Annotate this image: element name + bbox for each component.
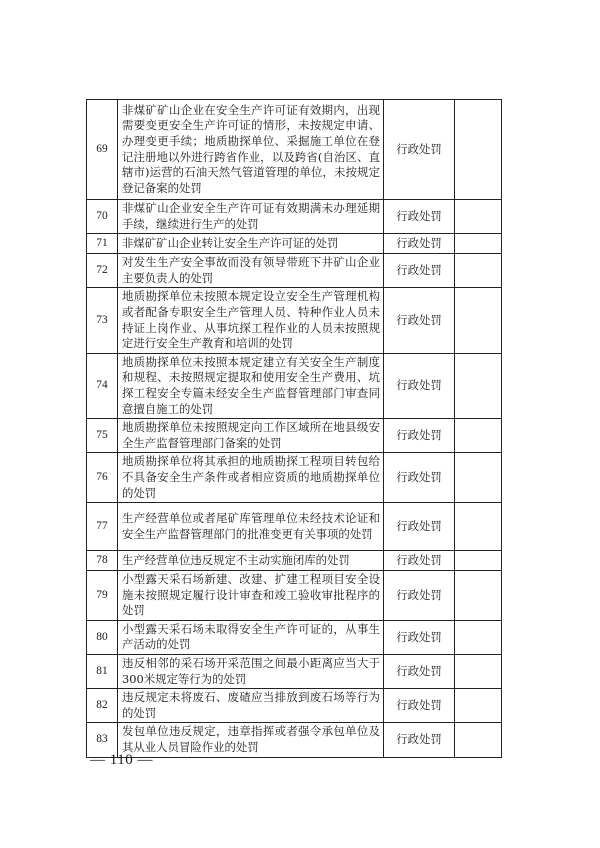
item-description: 非煤矿山企业安全生产许可证有效期满未办理延期手续，继续进行生产的处罚 bbox=[118, 200, 384, 234]
notes-cell bbox=[455, 353, 502, 418]
item-description: 非煤矿矿山企业在安全生产许可证有效期内，出现需要变更安全生产许可证的情形，未按规定申请、办理变更手续；地质勘探单位、采掘施工单位在登记注册地以外进行跨省作业，以及跨省(自治区、直辖市)运营的石油天然气管道管理的单位，未按规定登记备案的处罚 bbox=[118, 100, 384, 200]
table-row bbox=[87, 655, 502, 689]
table-row bbox=[87, 453, 502, 503]
item-description: 小型露天采石场新建、改建、扩建工程项目安全设施未按照规定履行设计审查和竣工验收审批程序的处罚 bbox=[118, 571, 384, 621]
notes-cell bbox=[455, 200, 502, 234]
table-row bbox=[87, 100, 502, 200]
table-row bbox=[87, 200, 502, 234]
table-row bbox=[87, 571, 502, 621]
notes-cell bbox=[455, 254, 502, 288]
row-number: 82 bbox=[87, 689, 118, 723]
notes-cell bbox=[455, 571, 502, 621]
row-number: 73 bbox=[87, 288, 118, 353]
item-type: 行政处罚 bbox=[384, 551, 455, 571]
notes-cell bbox=[455, 419, 502, 453]
items-table bbox=[86, 99, 502, 758]
item-description: 违反规定未将废石、废碴应当排放到废石场等行为的处罚 bbox=[118, 689, 384, 723]
page-number: — 110 — bbox=[90, 752, 153, 768]
item-type: 行政处罚 bbox=[384, 655, 455, 689]
item-type: 行政处罚 bbox=[384, 234, 455, 254]
item-type: 行政处罚 bbox=[384, 288, 455, 353]
item-type: 行政处罚 bbox=[384, 620, 455, 654]
row-number: 77 bbox=[87, 503, 118, 551]
notes-cell bbox=[455, 620, 502, 654]
table-row bbox=[87, 288, 502, 353]
row-number: 76 bbox=[87, 453, 118, 503]
item-type: 行政处罚 bbox=[384, 453, 455, 503]
table-row bbox=[87, 551, 502, 571]
notes-cell bbox=[455, 551, 502, 571]
item-description: 对发生生产安全事故而没有领导带班下井矿山企业主要负责人的处罚 bbox=[118, 254, 384, 288]
item-type: 行政处罚 bbox=[384, 254, 455, 288]
item-description: 地质勘探单位未按照本规定建立有关安全生产制度和规程、未按照规定提取和使用安全生产费用、坑探工程安全专篇未经安全生产监督管理部门审查同意擅自施工的处罚 bbox=[118, 353, 384, 418]
row-number: 81 bbox=[87, 655, 118, 689]
item-description: 生产经营单位违反规定不主动实施闭库的处罚 bbox=[118, 551, 384, 571]
item-type: 行政处罚 bbox=[384, 689, 455, 723]
notes-cell bbox=[455, 453, 502, 503]
table-row bbox=[87, 689, 502, 723]
row-number: 75 bbox=[87, 419, 118, 453]
row-number: 71 bbox=[87, 234, 118, 254]
notes-cell bbox=[455, 234, 502, 254]
notes-cell bbox=[455, 100, 502, 200]
item-description: 违反相邻的采石场开采范围之间最小距离应当大于300米规定等行为的处罚 bbox=[118, 655, 384, 689]
row-number: 69 bbox=[87, 100, 118, 200]
item-description: 地质勘探单位未按照规定向工作区域所在地县级安全生产监督管理部门备案的处罚 bbox=[118, 419, 384, 453]
row-number: 80 bbox=[87, 620, 118, 654]
item-type: 行政处罚 bbox=[384, 503, 455, 551]
table-row bbox=[87, 353, 502, 418]
item-type: 行政处罚 bbox=[384, 200, 455, 234]
item-description: 小型露天采石场未取得安全生产许可证的，从事生产活动的处罚 bbox=[118, 620, 384, 654]
row-number: 83 bbox=[87, 723, 118, 757]
table-body bbox=[87, 100, 502, 758]
row-number: 78 bbox=[87, 551, 118, 571]
notes-cell bbox=[455, 655, 502, 689]
item-type: 行政处罚 bbox=[384, 419, 455, 453]
item-type: 行政处罚 bbox=[384, 100, 455, 200]
table-row bbox=[87, 503, 502, 551]
notes-cell bbox=[455, 723, 502, 757]
table-row bbox=[87, 254, 502, 288]
row-number: 74 bbox=[87, 353, 118, 418]
item-type: 行政处罚 bbox=[384, 723, 455, 757]
row-number: 72 bbox=[87, 254, 118, 288]
notes-cell bbox=[455, 288, 502, 353]
item-description: 地质勘探单位将其承担的地质勘探工程项目转包给不具备安全生产条件或者相应资质的地质勘探单位的处罚 bbox=[118, 453, 384, 503]
row-number: 79 bbox=[87, 571, 118, 621]
item-description: 发包单位违反规定，违章指挥或者强令承包单位及其从业人员冒险作业的处罚 bbox=[118, 723, 384, 757]
item-description: 生产经营单位或者尾矿库管理单位未经技术论证和安全生产监督管理部门的批准变更有关事项的处罚 bbox=[118, 503, 384, 551]
table-row bbox=[87, 234, 502, 254]
item-description: 非煤矿矿山企业转让安全生产许可证的处罚 bbox=[118, 234, 384, 254]
item-type: 行政处罚 bbox=[384, 353, 455, 418]
row-number: 70 bbox=[87, 200, 118, 234]
notes-cell bbox=[455, 689, 502, 723]
item-type: 行政处罚 bbox=[384, 571, 455, 621]
notes-cell bbox=[455, 503, 502, 551]
table-row bbox=[87, 419, 502, 453]
table-row bbox=[87, 620, 502, 654]
item-description: 地质勘探单位未按照本规定设立安全生产管理机构或者配备专职安全生产管理人员、特种作业人员未持证上岗作业、从事坑探工程作业的人员未按照规定进行安全生产教育和培训的处罚 bbox=[118, 288, 384, 353]
